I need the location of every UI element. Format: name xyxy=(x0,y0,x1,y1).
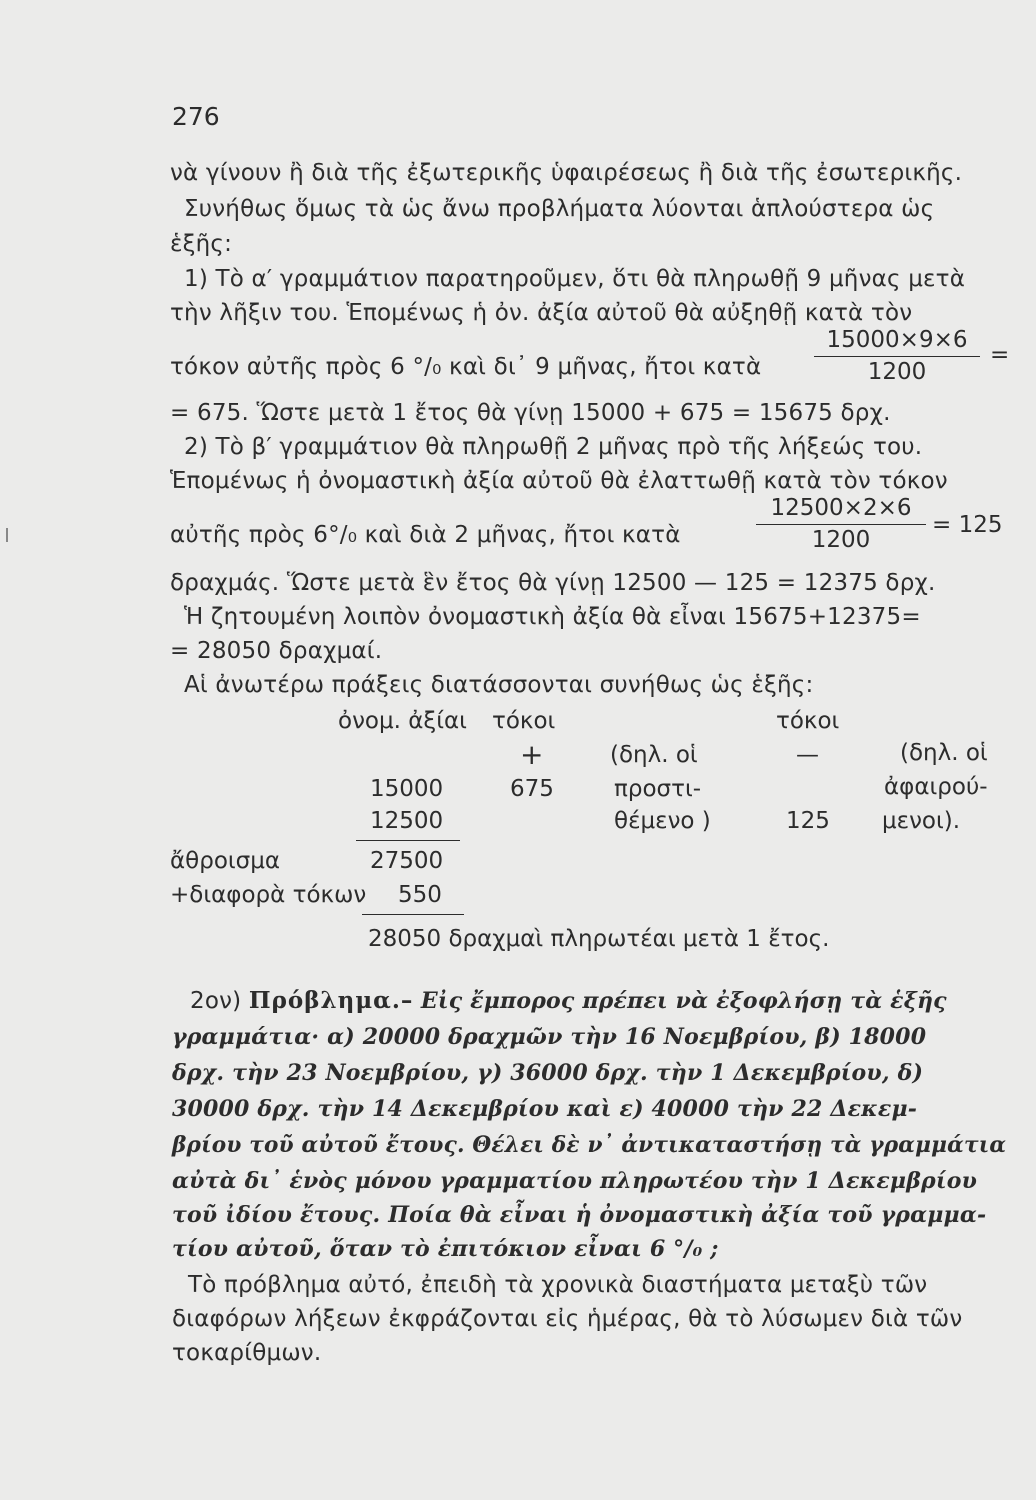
problem-text: βρίου τοῦ αὐτοῦ ἔτους. Θέλει δὲ ν᾽ ἀντικαταστήσῃ τὰ γραμμάτια xyxy=(172,1132,1007,1158)
fraction-denominator: 1200 xyxy=(867,359,927,385)
problem-number: 2ον) xyxy=(190,988,242,1014)
difference-label: +διαφορὰ τόκων xyxy=(170,882,367,908)
value-second-bill: 12500 xyxy=(370,808,444,834)
total-line: 28050 δραχμαὶ πληρωτέαι μετὰ 1 ἔτος. xyxy=(368,926,830,952)
equation-text: τόκον αὐτῆς πρὸς 6 °/₀ καὶ δι᾽ 9 μῆνας, ἤτοι κατὰ xyxy=(170,354,762,380)
minus-sign: — xyxy=(796,742,819,768)
problem-text: αὐτὰ δι᾽ ἑνὸς μόνου γραμματίου πληρωτέου τὴν 1 Δεκεμβρίου xyxy=(172,1168,978,1194)
fraction-denominator: 1200 xyxy=(811,527,871,553)
sum-label: ἄθροισμα xyxy=(170,848,281,874)
header-interest-subtracted: τόκοι xyxy=(776,708,840,734)
interest-first-bill: 675 xyxy=(510,776,554,802)
text-line: 1) Τὸ α′ γραμμάτιον παρατηροῦμεν, ὅτι θὰ πληρωθῇ 9 μῆνας μετὰ xyxy=(184,266,966,292)
text-line: = 28050 δραχμαί. xyxy=(170,638,383,664)
plus-sign: + xyxy=(520,738,544,771)
sum-rule xyxy=(356,840,460,841)
problem-text: Εἰς ἔμπορος πρέπει νὰ ἐξοφλήσῃ τὰ ἑξῆς xyxy=(420,988,947,1014)
equation-text: αὐτῆς πρὸς 6°/₀ καὶ διὰ 2 μῆνας, ἤτοι κατὰ xyxy=(170,522,681,548)
sum-value: 27500 xyxy=(370,848,444,874)
difference-value: 550 xyxy=(398,882,442,908)
problem-text: δρχ. τὴν 23 Νοεμβρίου, γ) 36000 δρχ. τὴν 1 Δεκεμβρίου, δ) xyxy=(172,1060,924,1086)
text-line: Συνήθως ὅμως τὰ ὡς ἄνω προβλήματα λύονται ἁπλούστερα ὡς xyxy=(184,196,935,222)
text-line: 2) Τὸ β′ γραμμάτιον θὰ πληρωθῇ 2 μῆνας πρὸ τῆς λήξεώς του. xyxy=(184,434,923,460)
problem-heading xyxy=(190,986,947,1016)
header-nominal-values: ὀνομ. ἀξίαι xyxy=(338,708,467,734)
header-interest-added: τόκοι xyxy=(492,708,556,734)
margin-mark xyxy=(6,528,8,542)
note-subtracted: ἀφαιρού- xyxy=(884,774,988,800)
page-number: 276 xyxy=(172,102,220,131)
equals-sign: = xyxy=(990,342,1010,368)
text-line: τὴν λῆξιν του. Ἑπομένως ἡ ὀν. ἀξία αὐτοῦ θὰ αὐξηθῇ κατὰ τὸν xyxy=(170,300,913,326)
text-line: τοκαρίθμων. xyxy=(172,1340,322,1366)
text-line: Αἱ ἀνωτέρω πράξεις διατάσσονται συνήθως ὡς ἑξῆς: xyxy=(184,672,814,698)
fraction-numerator: 15000×9×6 xyxy=(814,326,980,357)
note-added: θέμενο ) xyxy=(614,808,711,834)
note-added: (δηλ. οἱ xyxy=(610,742,698,768)
note-added: προστι- xyxy=(614,776,702,802)
problem-text: 30000 δρχ. τὴν 14 Δεκεμβρίου καὶ ε) 40000 τὴν 22 Δεκεμ- xyxy=(172,1096,918,1122)
fraction-numerator: 12500×2×6 xyxy=(756,494,926,525)
equation-result: = 125 xyxy=(932,512,1003,538)
problem-title: Πρόβλημα.– xyxy=(248,987,414,1014)
problem-text: γραμμάτια· α) 20000 δραχμῶν τὴν 16 Νοεμβρίου, β) 18000 xyxy=(172,1024,927,1050)
note-subtracted: μενοι). xyxy=(882,808,961,834)
fraction xyxy=(756,494,926,554)
text-line: Ἑπομένως ἡ ὀνομαστικὴ ἀξία αὐτοῦ θὰ ἐλαττωθῇ κατὰ τὸν τόκον xyxy=(170,468,948,494)
value-first-bill: 15000 xyxy=(370,776,444,802)
total-rule xyxy=(362,914,464,915)
text-line: διαφόρων λήξεων ἐκφράζονται εἰς ἡμέρας, θὰ τὸ λύσωμεν διὰ τῶν xyxy=(172,1306,963,1332)
text-line: δραχμάς. Ὥστε μετὰ ἓν ἔτος θὰ γίνῃ 12500 — 125 = 12375 δρχ. xyxy=(170,570,936,596)
text-line: = 675. Ὥστε μετὰ 1 ἔτος θὰ γίνῃ 15000 + 675 = 15675 δρχ. xyxy=(170,400,891,426)
text-line: Τὸ πρόβλημα αὐτό, ἐπειδὴ τὰ χρονικὰ διαστήματα μεταξὺ τῶν xyxy=(188,1272,928,1298)
text-line: ἑξῆς: xyxy=(170,231,233,257)
fraction xyxy=(814,326,980,386)
problem-text: τίου αὐτοῦ, ὅταν τὸ ἐπιτόκιον εἶναι 6 °/₀ ; xyxy=(172,1236,719,1262)
text-line: Ἡ ζητουμένη λοιπὸν ὀνομαστικὴ ἀξία θὰ εἶναι 15675+12375= xyxy=(184,604,921,630)
problem-text: τοῦ ἰδίου ἔτους. Ποία θὰ εἶναι ἡ ὀνομαστικὴ ἀξία τοῦ γραμμα- xyxy=(172,1202,987,1228)
note-subtracted: (δηλ. οἱ xyxy=(900,740,988,766)
text-line: νὰ γίνουν ἢ διὰ τῆς ἐξωτερικῆς ὑφαιρέσεως ἢ διὰ τῆς ἐσωτερικῆς. xyxy=(170,160,963,186)
interest-second-bill: 125 xyxy=(786,808,830,834)
